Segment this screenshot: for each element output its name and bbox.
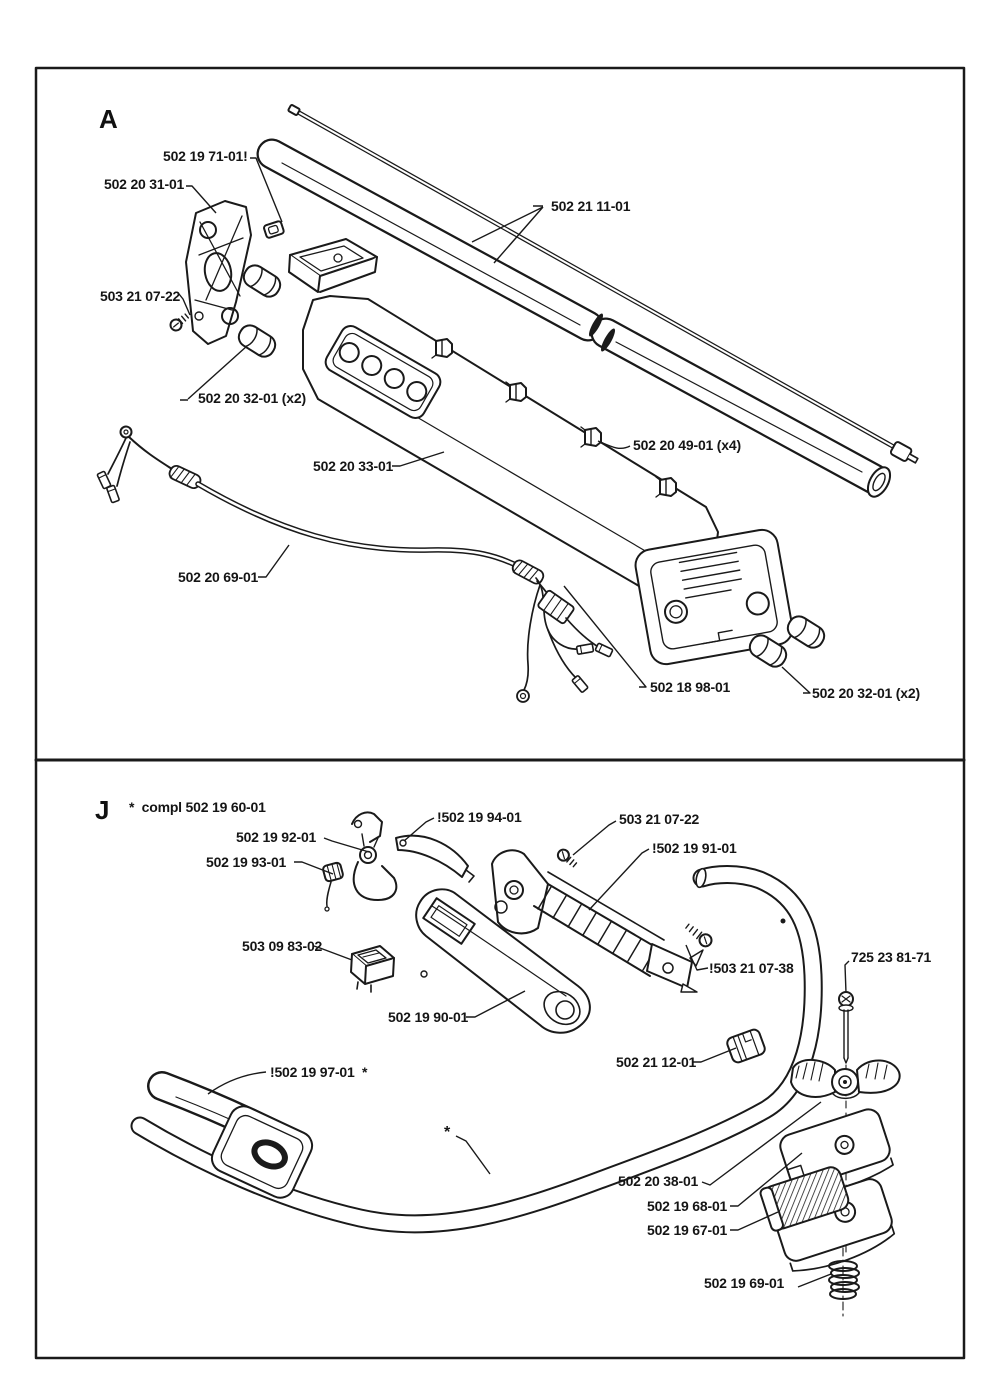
part-label: 502 19 93-01 (206, 854, 287, 870)
section-j-drawing (140, 809, 900, 1316)
part-label: 725 23 81-71 (851, 949, 932, 965)
part-label: 502 19 69-01 (704, 1275, 785, 1291)
cable-clip (506, 382, 526, 402)
part-label: !502 19 94-01 (437, 809, 522, 825)
cable-grommet (322, 862, 344, 911)
part-label: 503 09 83-02 (242, 938, 323, 954)
bushing (240, 262, 284, 301)
screw-icon (556, 847, 579, 869)
part-label: 502 21 12-01 (616, 1054, 697, 1070)
part-label: 502 20 49-01 (x4) (633, 437, 741, 453)
cable-clip (656, 477, 676, 497)
cable-clip (581, 427, 601, 447)
part-label: 502 20 32-01 (x2) (812, 685, 920, 701)
part-label: 502 20 31-01 (104, 176, 185, 192)
throttle-lever (396, 836, 474, 882)
part-label: 502 19 92-01 (236, 829, 317, 845)
throttle-trigger (352, 812, 396, 900)
part-label: 502 19 71-01! (163, 148, 248, 164)
bracket-plate (186, 201, 251, 344)
bushing (235, 322, 279, 361)
stop-switch (351, 946, 394, 992)
wiring-harness (517, 578, 613, 702)
part-label: !502 19 91-01 (652, 840, 737, 856)
wing-knob (791, 1060, 900, 1098)
part-label: 503 21 07-22 (100, 288, 181, 304)
part-label: 503 21 07-22 (619, 811, 700, 827)
part-label: 502 20 32-01 (x2) (198, 390, 306, 406)
part-label: 502 21 11-01 (551, 198, 631, 214)
handlebar-grommet (726, 1028, 767, 1064)
clamp-nut (263, 221, 284, 239)
section-a-letter: A (99, 104, 118, 134)
cable-clip (432, 338, 452, 358)
part-label: 502 20 38-01 (618, 1173, 699, 1189)
part-label: 502 19 67-01 (647, 1222, 728, 1238)
section-j-note: * compl 502 19 60-01 (129, 799, 266, 815)
screw-icon (168, 312, 190, 333)
spring (829, 1248, 859, 1316)
section-j-letter: J (95, 795, 110, 825)
screw-icon (684, 921, 714, 948)
part-label: 502 18 98-01 (650, 679, 731, 695)
part-label: 502 19 68-01 (647, 1198, 728, 1214)
asterisk-marker: * (444, 1124, 451, 1141)
part-label: 502 20 33-01 (313, 458, 394, 474)
part-label: 502 19 90-01 (388, 1009, 469, 1025)
part-label: !503 21 07-38 (709, 960, 794, 976)
part-label: !502 19 97-01 * (270, 1064, 368, 1080)
part-label: 502 20 69-01 (178, 569, 259, 585)
